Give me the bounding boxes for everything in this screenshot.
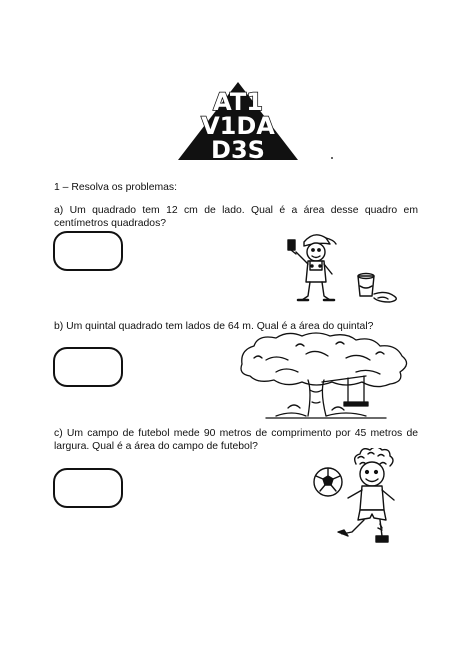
atividades-logo xyxy=(176,80,300,164)
section-title: 1 – Resolva os problemas: xyxy=(54,182,178,193)
soccer-boy-illustration xyxy=(312,448,408,550)
logo-line-1: AT1 xyxy=(213,88,263,116)
logo-line-3: D3S xyxy=(211,136,265,164)
speck xyxy=(331,157,333,159)
tree-swing-illustration xyxy=(236,330,412,422)
question-c-text: c) Um campo de futebol mede 90 metros de comprimento por 45 metros de largura. Qual é a área do campo de futebol? xyxy=(54,428,418,452)
painter-boy-illustration xyxy=(278,228,408,308)
logo-line-2: V1DA xyxy=(201,112,275,140)
answer-box-a[interactable] xyxy=(53,231,123,271)
question-a-text: a) Um quadrado tem 12 cm de lado. Qual é a área desse quadro em centímetros quadrados? xyxy=(54,205,418,229)
answer-box-c[interactable] xyxy=(53,468,123,508)
answer-box-b[interactable] xyxy=(53,347,123,387)
question-b-text: b) Um quintal quadrado tem lados de 64 m. Qual é a área do quintal? xyxy=(54,321,374,332)
